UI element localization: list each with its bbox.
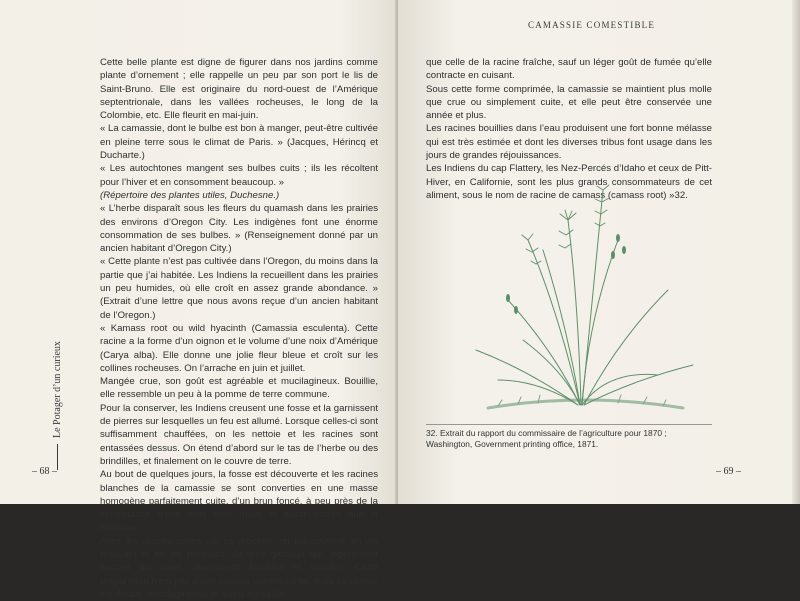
footnote-text: 32. Extrait du rapport du commissaire de l’agriculture pour 1870 ; Washington, Government printing office, 1871. <box>426 428 667 449</box>
camassia-plant-illustration <box>468 180 698 420</box>
flower-stem <box>528 240 580 405</box>
flower-stem <box>568 220 581 405</box>
paragraph: Avec les racines cuites par ce procédé, on fait souvent, en les brassant et en les pressant, de gros gâteaux qui, légèrement séchés au soleil, deviennent flexibles et souples. Cette préparation n’est pas d’une couleur appétissante, mais sa saveur est douce, mucilagineuse et aussi agréable <box>100 535 378 600</box>
page-number-right: – 69 – <box>716 466 741 477</box>
paragraph: Cette belle plante est digne de figurer dans nos jardins comme plante d’ornement ; elle rappelle un peu par son port le lis de Saint-Bruno. Elle est originaire du nord-ouest de l’Amérique septentrionale, dans les vallées rocheuses, le long de la Colombie, etc. Elle fleurit en mai-juin. <box>100 57 378 122</box>
paragraph: « Cette plante n’est pas cultivée dans l’Oregon, du moins dans la partie que j’ai habitée. Les Indiens la recueillent dans les prairies un peu humides, où elle croît en assez grande abondance. » (Extrait d’une lettre que nous avons reçue d’un ancien habitant de l’Oregon.) <box>100 256 378 321</box>
flower-cluster <box>522 185 609 264</box>
paragraph: Au bout de quelques jours, la fosse est découverte et les racines blanches de la camassie se sont converties en une masse homogène parfaitement cuite, d’un brun foncé, à peu près de la consistance d’une colle forte molle et aussi sucrée que la mélasse. <box>100 469 378 534</box>
paragraph: Mangée crue, son goût est agréable et mucilagineux. Bouillie, elle ressemble un peu à la pomme de terre commune. <box>100 376 378 401</box>
paragraph: Pour la conserver, les Indiens creusent une fosse et la garnissent de pierres sur lesquelles un feu est allumé. Lorsque celles-ci sont suffisamment chauffées, on les nettoie et les racines sont entassées dessus. On étend d’abord sur le tas de l’herbe ou des brindilles, et finalement on le couvre de terre. <box>100 402 378 467</box>
leaf <box>584 290 668 405</box>
caption-rule <box>426 424 712 425</box>
running-head: CAMASSIE COMESTIBLE <box>528 20 656 30</box>
paragraph: « L’herbe disparaît sous les fleurs du quamash dans les prairies des environs d’Oregon City. Les indigènes font une énorme consommation de ses bulbes. » (Renseignement donné par un ancien habitant d’Oregon City.) <box>100 203 378 255</box>
paragraph: « Les autochtones mangent ses bulbes cuits ; ils les récoltent pour l’hiver et en consomment beaucoup. » <box>100 163 378 188</box>
right-page <box>398 0 800 504</box>
paragraph: que celle de la racine fraîche, sauf un léger goût de fumée qu’elle contracte en cuisant. <box>426 57 712 82</box>
paragraph: Les racines bouillies dans l’eau produisent une fort bonne mélasse qui est très estimée et dont les diverses tribus font usage dans les jours de grandes réjouissances. <box>426 123 712 162</box>
book-title: Le Potager d’un curieux <box>52 341 63 438</box>
paragraph: (Répertoire des plantes utiles, Duchesne.) <box>100 189 280 201</box>
left-page <box>0 0 398 600</box>
paragraph: « La camassie, dont le bulbe est bon à manger, peut-être cultivée en pleine terre sous le climat de Paris. » (Jacques, Hérincq et Ducharte.) <box>100 123 378 162</box>
paragraph: Sous cette forme comprimée, la camassie se maintient plus molle que crue ou simplement cuite, et elle peut être conservée une année et plus. <box>426 83 712 122</box>
left-text-column <box>100 56 378 601</box>
paragraph: « Kamass root ou wild hyacinth (Camassia esculenta). Cette racine a la forme d’un oignon et le volume d’une noix d’Amérique (Carya alba). Elle donne une jolie fleur bleue et croît sur les collines rocheuses. On l’arrache en juin et juillet. <box>100 322 378 374</box>
spine-rule <box>57 444 58 470</box>
leaf <box>523 340 580 405</box>
spine-label <box>52 341 63 470</box>
leaf <box>508 300 580 405</box>
seed-heads <box>506 234 626 314</box>
page-number-left: – 68 – <box>32 466 57 477</box>
paragraph: Les Indiens du cap Flattery, les Nez-Percés d’Idaho et ceux de Pitt-Hiver, en Californie, sont les plus grands consommateurs de cet aliment, sous le nom de racine de camass (camass root) »32. <box>426 163 712 201</box>
footnote-caption <box>426 428 712 450</box>
page-edge <box>792 0 800 504</box>
